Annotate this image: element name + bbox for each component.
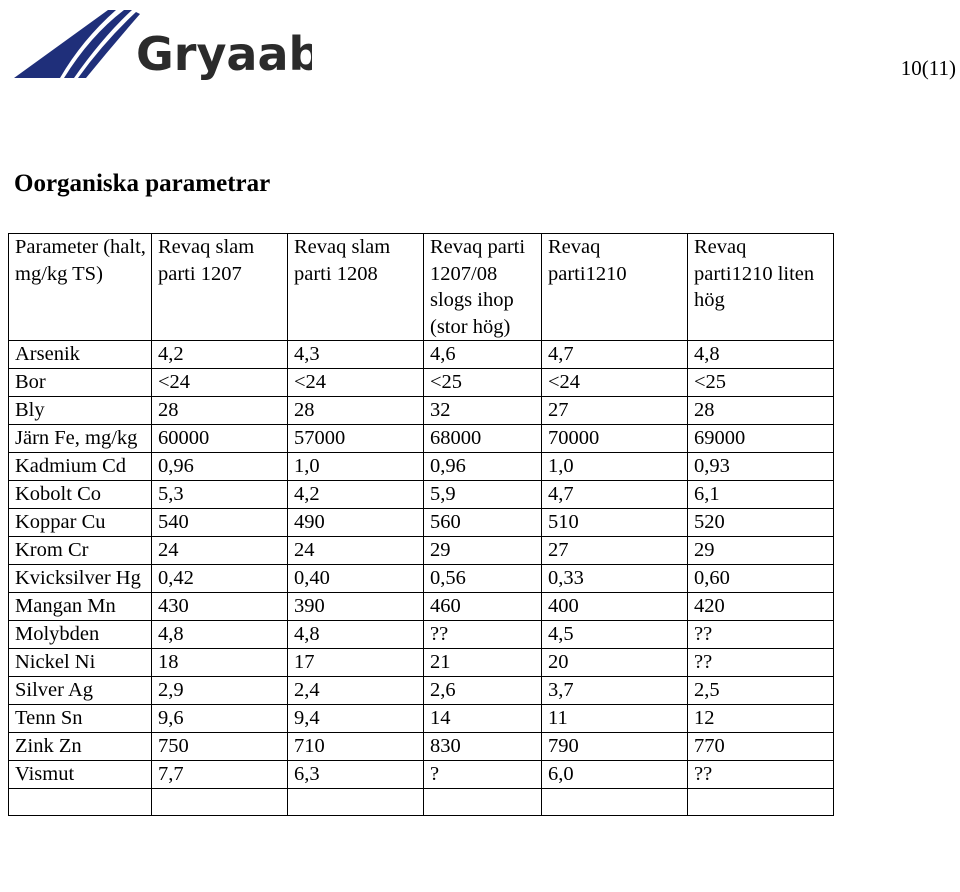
- value-cell: 14: [424, 705, 542, 733]
- table-row: [9, 565, 834, 593]
- value-cell: 520: [688, 509, 834, 537]
- value-cell: 0,96: [152, 453, 288, 481]
- value-cell: 69000: [688, 425, 834, 453]
- parameter-cell: Kvicksilver Hg: [9, 565, 152, 593]
- value-cell: 0,60: [688, 565, 834, 593]
- table-row: [9, 593, 834, 621]
- value-cell: ?: [424, 761, 542, 789]
- value-cell: ??: [688, 621, 834, 649]
- value-cell: 4,8: [288, 621, 424, 649]
- value-cell: 9,6: [152, 705, 288, 733]
- value-cell: 0,42: [152, 565, 288, 593]
- parameter-cell: Silver Ag: [9, 677, 152, 705]
- value-cell: 3,7: [542, 677, 688, 705]
- empty-cell: [152, 789, 288, 816]
- value-cell: <25: [424, 369, 542, 397]
- value-cell: 4,2: [152, 341, 288, 369]
- value-cell: 830: [424, 733, 542, 761]
- logo-text: Gryaab: [136, 27, 312, 81]
- parameter-cell: Kadmium Cd: [9, 453, 152, 481]
- value-cell: <24: [542, 369, 688, 397]
- value-cell: 0,96: [424, 453, 542, 481]
- column-header: Parameter (halt, mg/kg TS): [9, 234, 152, 341]
- table-row: [9, 537, 834, 565]
- value-cell: 2,6: [424, 677, 542, 705]
- table-header-row: [9, 234, 834, 341]
- value-cell: 420: [688, 593, 834, 621]
- value-cell: 11: [542, 705, 688, 733]
- empty-cell: [688, 789, 834, 816]
- parameter-cell: Bly: [9, 397, 152, 425]
- value-cell: 29: [424, 537, 542, 565]
- table-row: [9, 397, 834, 425]
- table-row: [9, 761, 834, 789]
- value-cell: 70000: [542, 425, 688, 453]
- value-cell: 21: [424, 649, 542, 677]
- table-row: [9, 453, 834, 481]
- value-cell: 4,8: [688, 341, 834, 369]
- value-cell: 57000: [288, 425, 424, 453]
- value-cell: 560: [424, 509, 542, 537]
- value-cell: 390: [288, 593, 424, 621]
- table-row: [9, 509, 834, 537]
- value-cell: ??: [688, 761, 834, 789]
- value-cell: 18: [152, 649, 288, 677]
- value-cell: 400: [542, 593, 688, 621]
- value-cell: 1,0: [542, 453, 688, 481]
- column-header: Revaq slam parti 1207: [152, 234, 288, 341]
- value-cell: 4,5: [542, 621, 688, 649]
- value-cell: 2,4: [288, 677, 424, 705]
- column-header: Revaq parti 1207/08 slogs ihop (stor hög): [424, 234, 542, 341]
- value-cell: 0,56: [424, 565, 542, 593]
- parameter-cell: Järn Fe, mg/kg: [9, 425, 152, 453]
- value-cell: 2,5: [688, 677, 834, 705]
- table-row: [9, 621, 834, 649]
- value-cell: 7,7: [152, 761, 288, 789]
- value-cell: 4,6: [424, 341, 542, 369]
- value-cell: 0,93: [688, 453, 834, 481]
- table-row: [9, 369, 834, 397]
- value-cell: 68000: [424, 425, 542, 453]
- value-cell: 710: [288, 733, 424, 761]
- parameter-cell: Koppar Cu: [9, 509, 152, 537]
- value-cell: <24: [152, 369, 288, 397]
- value-cell: 24: [288, 537, 424, 565]
- value-cell: 28: [288, 397, 424, 425]
- parameter-cell: Tenn Sn: [9, 705, 152, 733]
- value-cell: 24: [152, 537, 288, 565]
- parameter-cell: Vismut: [9, 761, 152, 789]
- value-cell: 5,3: [152, 481, 288, 509]
- value-cell: 28: [688, 397, 834, 425]
- table-row: [9, 649, 834, 677]
- value-cell: 4,7: [542, 481, 688, 509]
- column-header: Revaq parti1210 liten hög: [688, 234, 834, 341]
- value-cell: 430: [152, 593, 288, 621]
- parameter-cell: Molybden: [9, 621, 152, 649]
- value-cell: 4,2: [288, 481, 424, 509]
- page-number: 10(11): [900, 56, 956, 80]
- value-cell: 2,9: [152, 677, 288, 705]
- value-cell: 0,33: [542, 565, 688, 593]
- value-cell: 460: [424, 593, 542, 621]
- value-cell: ??: [424, 621, 542, 649]
- value-cell: 6,0: [542, 761, 688, 789]
- value-cell: 510: [542, 509, 688, 537]
- parameter-cell: Mangan Mn: [9, 593, 152, 621]
- section-title: Oorganiska parametrar: [14, 170, 271, 197]
- value-cell: 4,3: [288, 341, 424, 369]
- value-cell: 1,0: [288, 453, 424, 481]
- parameter-cell: Zink Zn: [9, 733, 152, 761]
- value-cell: 770: [688, 733, 834, 761]
- value-cell: 29: [688, 537, 834, 565]
- gryaab-logo: [12, 6, 312, 86]
- value-cell: 20: [542, 649, 688, 677]
- value-cell: 27: [542, 537, 688, 565]
- value-cell: 490: [288, 509, 424, 537]
- empty-table-row: [9, 789, 834, 816]
- value-cell: 12: [688, 705, 834, 733]
- value-cell: 28: [152, 397, 288, 425]
- table-row: [9, 341, 834, 369]
- value-cell: 60000: [152, 425, 288, 453]
- column-header: Revaq slam parti 1208: [288, 234, 424, 341]
- parameter-cell: Arsenik: [9, 341, 152, 369]
- value-cell: 27: [542, 397, 688, 425]
- value-cell: 4,8: [152, 621, 288, 649]
- empty-cell: [288, 789, 424, 816]
- value-cell: 9,4: [288, 705, 424, 733]
- value-cell: <25: [688, 369, 834, 397]
- value-cell: 790: [542, 733, 688, 761]
- inorganic-parameters-table: [8, 233, 834, 816]
- empty-cell: [9, 789, 152, 816]
- value-cell: 17: [288, 649, 424, 677]
- table-row: [9, 733, 834, 761]
- value-cell: 32: [424, 397, 542, 425]
- parameter-cell: Bor: [9, 369, 152, 397]
- parameter-cell: Krom Cr: [9, 537, 152, 565]
- table-row: [9, 481, 834, 509]
- value-cell: 0,40: [288, 565, 424, 593]
- value-cell: ??: [688, 649, 834, 677]
- value-cell: 6,3: [288, 761, 424, 789]
- table-row: [9, 425, 834, 453]
- table-row: [9, 677, 834, 705]
- empty-cell: [424, 789, 542, 816]
- parameter-cell: Nickel Ni: [9, 649, 152, 677]
- value-cell: 750: [152, 733, 288, 761]
- value-cell: 6,1: [688, 481, 834, 509]
- value-cell: <24: [288, 369, 424, 397]
- table-row: [9, 705, 834, 733]
- logo-swoosh-icon: [12, 6, 312, 86]
- value-cell: 5,9: [424, 481, 542, 509]
- column-header: Revaq parti1210: [542, 234, 688, 341]
- value-cell: 4,7: [542, 341, 688, 369]
- empty-cell: [542, 789, 688, 816]
- parameter-cell: Kobolt Co: [9, 481, 152, 509]
- value-cell: 540: [152, 509, 288, 537]
